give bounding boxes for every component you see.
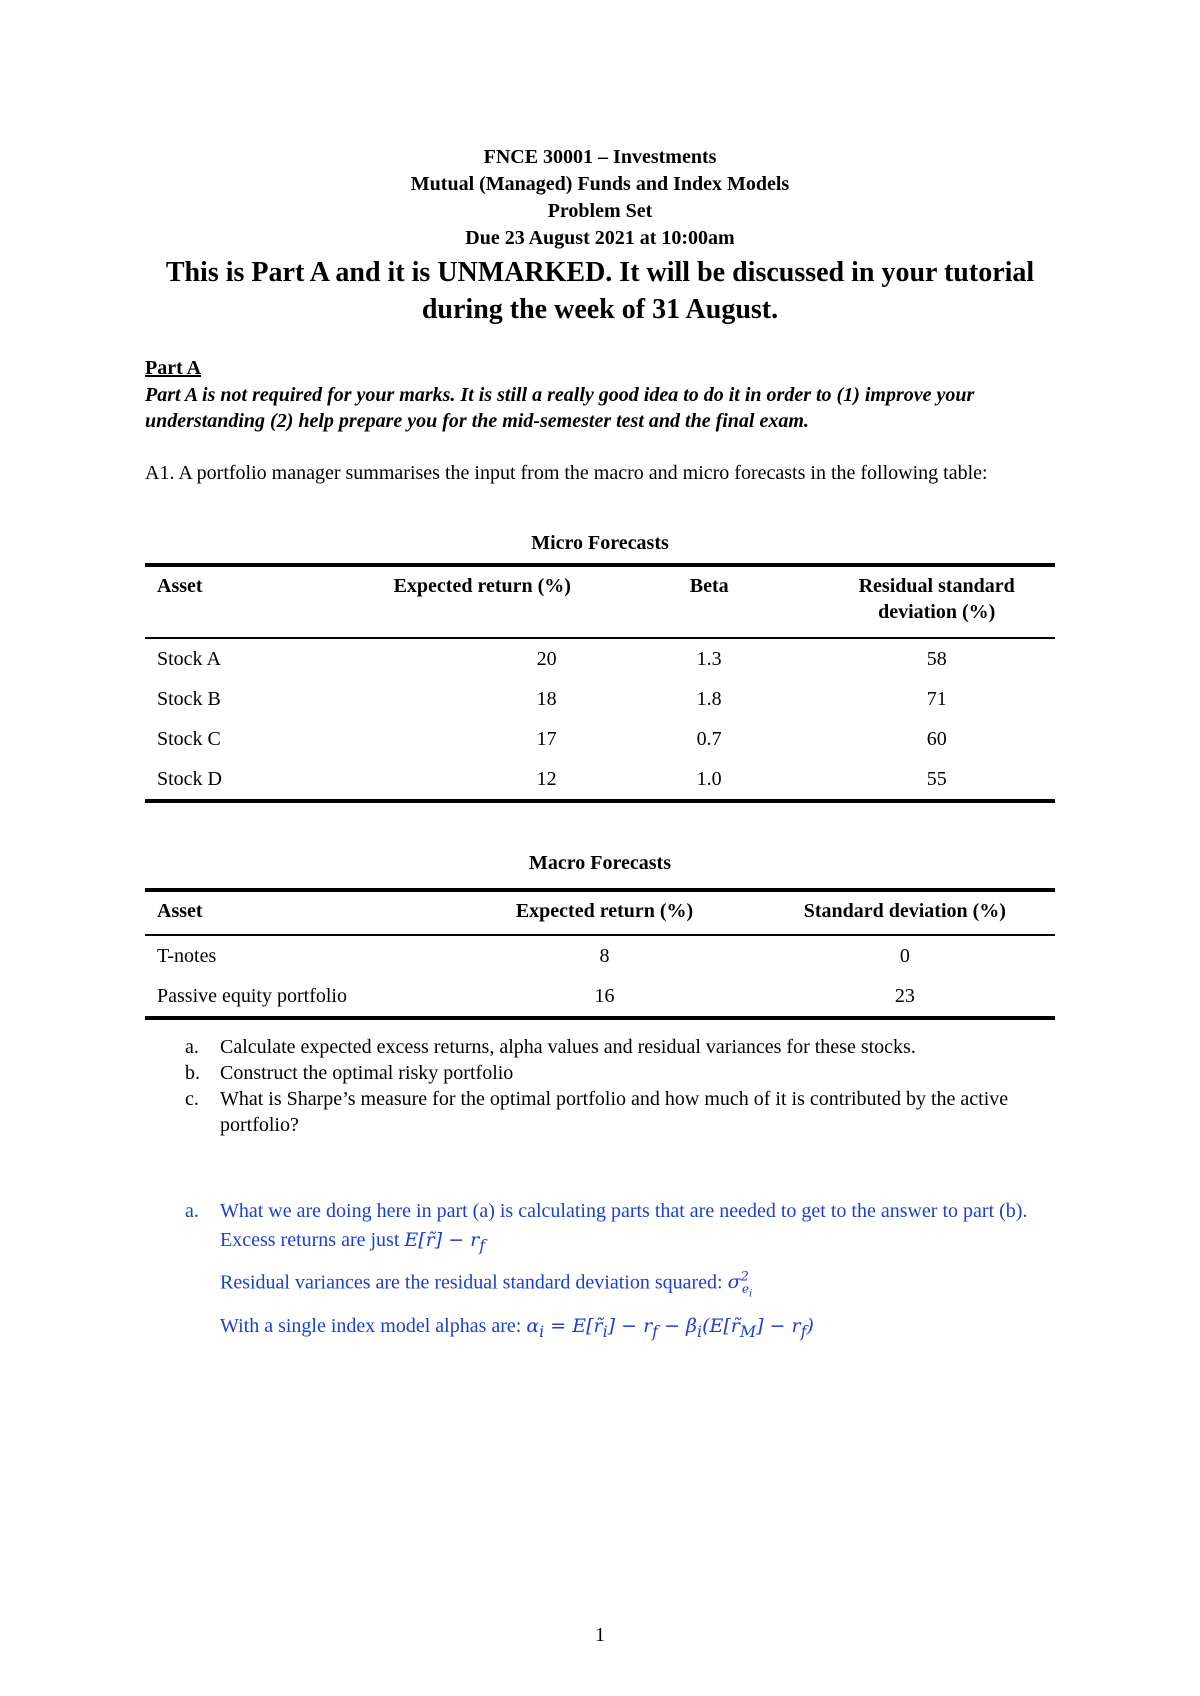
due-date: Due 23 August 2021 at 10:00am — [465, 227, 735, 249]
answer-text: Residual variances are the residual standard deviation squared: — [220, 1271, 728, 1294]
answer-section — [145, 1198, 1055, 1348]
document-header — [145, 144, 1055, 252]
table-row — [145, 719, 1055, 759]
answer-text: What we are doing here in part (a) is calculating parts that are needed to get to the answer to part (b). — [220, 1200, 1028, 1222]
table-cell: 16 — [594, 984, 615, 1007]
excess-return-formula: E[r̃] − $r_f$ — [404, 1229, 486, 1255]
column-header: Asset — [157, 575, 203, 597]
table-cell: 20 — [536, 647, 557, 670]
column-header: Expected return (%) — [393, 575, 571, 597]
question-text: What is Sharpe’s measure for the optimal portfolio and how much of it is contributed by the active portfolio? — [220, 1088, 1009, 1136]
topic-title: Mutual (Managed) Funds and Index Models — [410, 173, 790, 195]
residual-variance-formula: $\sigma^2_{e_i}$ — [727, 1269, 753, 1300]
table-cell: 0 — [899, 944, 910, 967]
column-header: Beta — [689, 575, 729, 597]
table-cell: Stock C — [157, 727, 221, 750]
question-text: Calculate expected excess returns, alpha values and residual variances for these stocks. — [220, 1036, 916, 1058]
table-row — [145, 935, 1055, 976]
list-item — [145, 1034, 1055, 1060]
answer-intro — [145, 1198, 1055, 1224]
page-number: 1 — [595, 1624, 605, 1646]
table-cell: 1.0 — [696, 767, 722, 790]
column-header: Standard deviation (%) — [803, 900, 1006, 922]
question-list — [145, 1034, 1055, 1138]
table-cell: 0.7 — [696, 727, 722, 750]
micro-forecasts-table — [145, 563, 1055, 803]
question-label: a. — [185, 1036, 199, 1058]
table-cell: 23 — [894, 984, 915, 1007]
answer-excess-returns — [145, 1224, 1055, 1262]
table-cell: 1.3 — [696, 647, 722, 670]
table-cell: Stock D — [157, 767, 222, 790]
table-row — [145, 976, 1055, 1018]
table-cell: 71 — [926, 687, 947, 710]
micro-table-title: Micro Forecasts — [531, 532, 669, 554]
table-cell: Passive equity portfolio — [157, 984, 347, 1007]
macro-table-title: Macro Forecasts — [529, 852, 671, 874]
answer-label: a. — [185, 1200, 199, 1222]
table-cell: T-notes — [157, 944, 217, 967]
table-cell: 18 — [536, 687, 557, 710]
column-header: Expected return (%) — [515, 900, 694, 922]
table-cell: 60 — [926, 727, 947, 750]
question-a1-intro: A1. A portfolio manager summarises the input from the macro and micro forecasts in the following table: — [145, 462, 988, 484]
table-row — [145, 638, 1055, 679]
question-text: Construct the optimal risky portfolio — [220, 1062, 514, 1084]
unmarked-banner: This is Part A and it is UNMARKED. It will be discussed in your tutorial during the week of 31 August. — [165, 257, 1035, 325]
list-item — [145, 1086, 1055, 1138]
table-cell: Stock A — [157, 647, 221, 670]
table-cell: 58 — [926, 647, 947, 670]
table-cell: 8 — [599, 944, 610, 967]
alpha-formula: $\alpha_i$ = $E[r̃_i] - r_f$ − $\beta_i(E[r̃_M] - r_f)$ — [526, 1315, 814, 1342]
table-cell: 55 — [926, 767, 947, 790]
macro-forecasts-table — [145, 888, 1055, 1020]
question-label: b. — [185, 1062, 200, 1084]
list-item — [145, 1060, 1055, 1086]
question-label: c. — [185, 1088, 199, 1110]
table-header-row — [145, 890, 1055, 935]
table-header-row — [145, 565, 1055, 638]
table-cell: Stock B — [157, 687, 221, 710]
table-cell: 1.8 — [696, 687, 722, 710]
column-header: Asset — [157, 900, 203, 922]
doc-type: Problem Set — [547, 200, 653, 222]
part-a-heading: Part A — [145, 357, 202, 379]
course-title: FNCE 30001 – Investments — [483, 146, 717, 168]
answer-text: With a single index model alphas are: — [220, 1315, 527, 1338]
answer-residual-variances — [145, 1262, 1055, 1311]
answer-alphas — [145, 1310, 1055, 1348]
table-row — [145, 759, 1055, 801]
column-header: Residual standard deviation (%) — [858, 575, 1015, 623]
table-row — [145, 679, 1055, 719]
table-cell: 17 — [536, 727, 557, 750]
table-cell: 12 — [536, 767, 557, 790]
part-a-note: Part A is not required for your marks. It is still a really good idea to do it in order to (1) improve your understanding (2) help prepare you for the mid-semester test and the final exam. — [145, 384, 975, 432]
answer-text: Excess returns are just — [220, 1229, 405, 1251]
